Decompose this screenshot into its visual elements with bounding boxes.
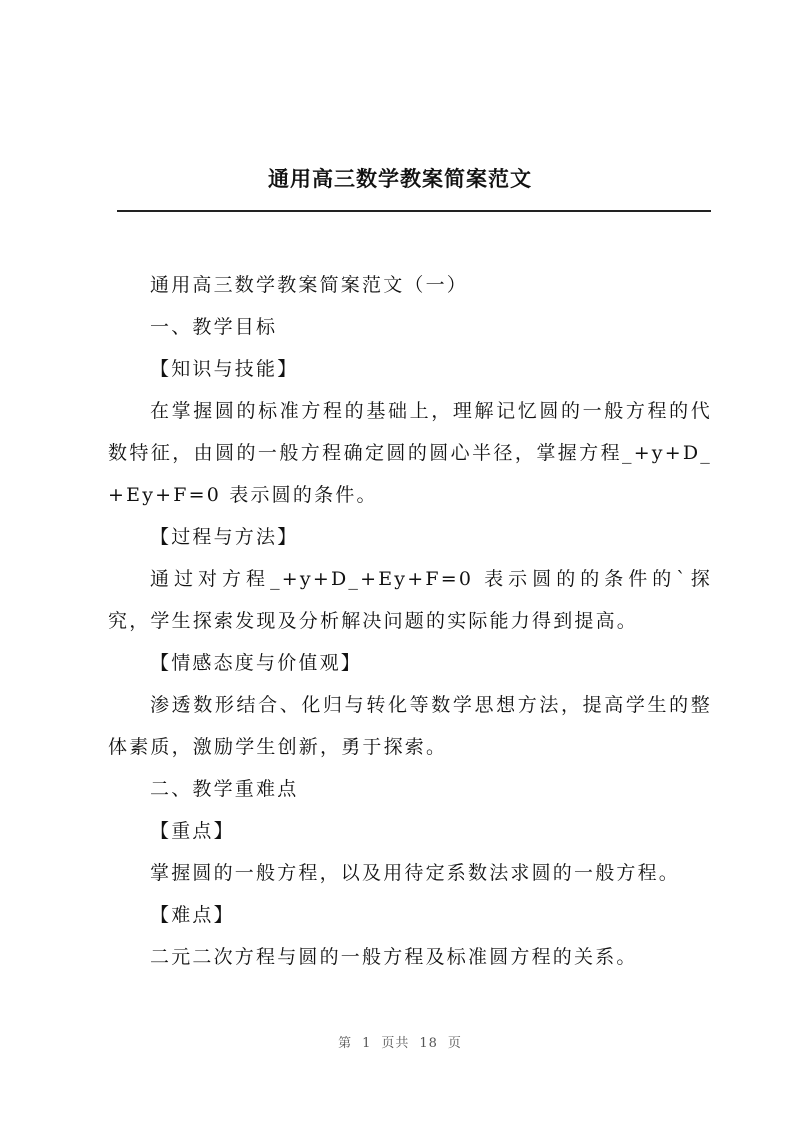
subsection-heading: 【情感态度与价值观】 xyxy=(150,652,363,674)
footer-suffix: 页 xyxy=(447,1036,462,1051)
document-body xyxy=(108,264,712,978)
page-footer xyxy=(0,1032,800,1051)
footer-middle: 页共 xyxy=(381,1036,410,1051)
document-title: 通用高三数学教案简案范文 xyxy=(268,167,532,191)
subsection-heading: 【难点】 xyxy=(150,904,235,926)
title-divider xyxy=(117,210,711,212)
footer-total-pages: 18 xyxy=(419,1036,438,1051)
subsection-heading: 【重点】 xyxy=(150,820,235,842)
subsection-heading: 【过程与方法】 xyxy=(150,526,299,548)
subsection-heading: 【知识与技能】 xyxy=(150,358,299,380)
body-paragraph: 在掌握圆的标准方程的基础上，理解记忆圆的一般方程的代数特征，由圆的一般方程确定圆的圆心半径，掌握方程_+y+D_+Ey+F=0 表示圆的条件。 xyxy=(108,400,712,506)
body-paragraph: 掌握圆的一般方程，以及用待定系数法求圆的一般方程。 xyxy=(150,862,681,884)
footer-prefix: 第 xyxy=(338,1036,353,1051)
body-paragraph: 二元二次方程与圆的一般方程及标准圆方程的关系。 xyxy=(150,946,638,968)
section-heading: 二、教学重难点 xyxy=(150,778,299,800)
body-paragraph: 通过对方程_+y+D_+Ey+F=0 表示圆的的条件的`探究，学生探索发现及分析解决问题的实际能力得到提高。 xyxy=(108,568,712,632)
section-heading: 一、教学目标 xyxy=(150,316,278,338)
section-heading: 通用高三数学教案简案范文（一） xyxy=(150,274,469,296)
footer-page-number: 1 xyxy=(362,1036,372,1051)
body-paragraph: 渗透数形结合、化归与转化等数学思想方法，提高学生的整体素质，激励学生创新，勇于探索。 xyxy=(108,694,712,758)
